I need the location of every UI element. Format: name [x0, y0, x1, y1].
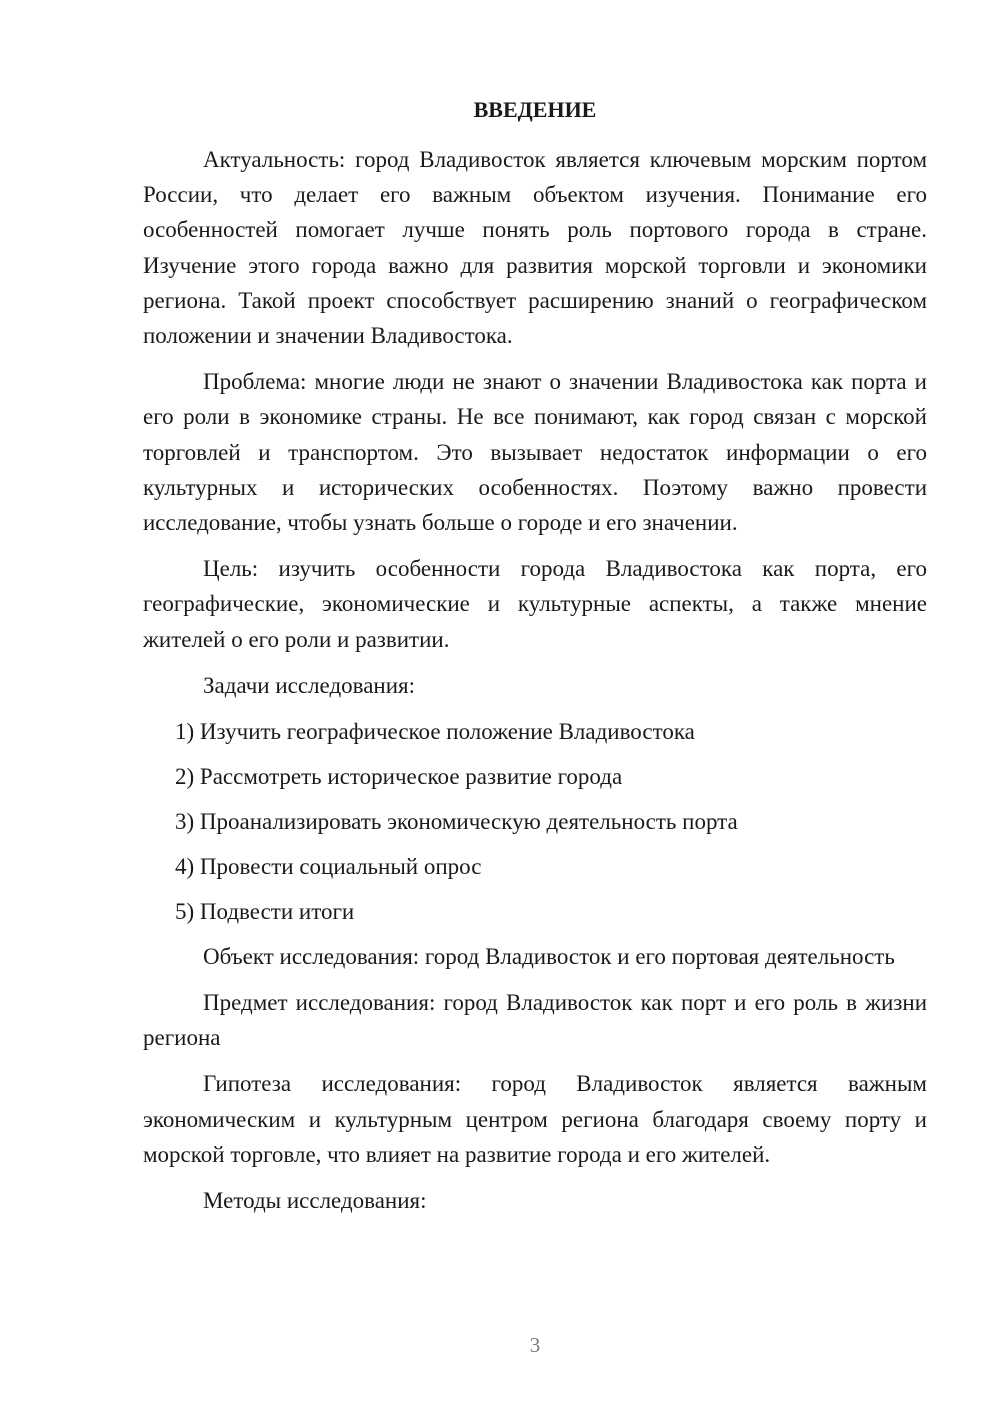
page-number: 3	[529, 1333, 541, 1357]
problem-paragraph: Проблема: многие люди не знают о значении Владивостока как порта и его роли в экономике страны. Не все понимают, как город связан с морской торговлей и транспортом. Это вызывает недостаток информации о его культурных и исторических особенностях. Поэтому важно провести исследование, чтобы узнать больше о городе и его значении.	[143, 369, 927, 536]
section-title: ВВЕДЕНИЕ	[473, 97, 597, 122]
tasks-heading: Задачи исследования:	[203, 672, 416, 698]
task-item: 5) Подвести итоги	[175, 898, 355, 924]
task-item: 1) Изучить географическое положение Владивостока	[175, 718, 695, 744]
object-paragraph: Объект исследования: город Владивосток и его портовая деятельность	[203, 943, 895, 969]
relevance-paragraph: Актуальность: город Владивосток является ключевым морским портом России, что делает его важным объектом изучения. Понимание его особенностей помогает лучше понять роль портового города в стране. Изучение этого города важно для развития морской торговли и экономики региона. Такой проект способствует расширению знаний о географическом положении и значении Владивостока.	[143, 147, 927, 349]
tasks-list	[143, 714, 927, 929]
goal-paragraph: Цель: изучить особенности города Владивостока как порта, его географические, экономические и культурные аспекты, а также мнение жителей о его роли и развитии.	[143, 556, 927, 652]
methods-heading: Методы исследования:	[203, 1188, 427, 1214]
task-item: 2) Рассмотреть историческое развитие города	[175, 763, 623, 789]
task-item: 3) Проанализировать экономическую деятельность порта	[175, 808, 738, 834]
page-content	[143, 92, 927, 1229]
subject-paragraph: Предмет исследования: город Владивосток как порт и его роль в жизни региона	[143, 990, 927, 1051]
task-item: 4) Провести социальный опрос	[175, 853, 482, 879]
hypothesis-paragraph: Гипотеза исследования: город Владивосток является важным экономическим и культурным центром региона благодаря своему порту и морской торговле, что влияет на развитие города и его жителей.	[143, 1071, 927, 1167]
